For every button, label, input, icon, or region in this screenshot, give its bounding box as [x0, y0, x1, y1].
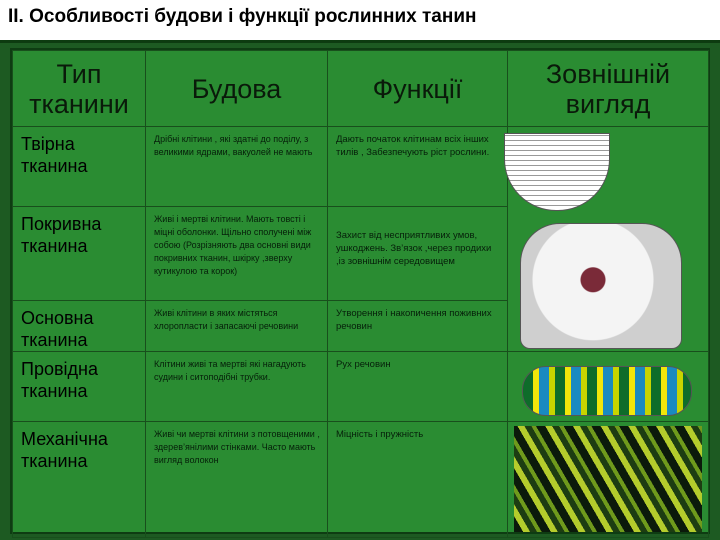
tissue-name-text: Твірна тканина	[21, 134, 88, 176]
structure-text: Живі клітини в яких містяться хлоропласти і запасаючі речовини	[154, 308, 299, 331]
tissue-name	[13, 352, 146, 422]
function-cell	[328, 127, 508, 207]
function-cell	[328, 352, 508, 422]
table-header-row	[13, 51, 709, 127]
function-text: Дають початок клітинам всіх інших тилів , Забезпечують ріст рослини.	[336, 134, 490, 158]
appearance-cell	[508, 352, 709, 422]
tissue-name-text: Механічна тканина	[21, 429, 108, 471]
structure-text: Клітини живі та мертві які нагадують судини і ситоподібні трубки.	[154, 359, 306, 382]
page-title: ІІ. Особливості будови і функції рослинних танин	[8, 6, 477, 27]
structure-cell	[146, 422, 328, 538]
structure-text: Живі чи мертві клітини з потовщеними , здерев’янілими стінками. Часто мають вигляд волокон	[154, 429, 320, 465]
structure-cell	[146, 207, 328, 301]
appearance-cell	[508, 422, 709, 538]
structure-cell	[146, 352, 328, 422]
plant-tissues-table	[12, 50, 709, 538]
tissue-name-text: Покривна тканина	[21, 214, 102, 256]
structure-text: Живі і мертві клітини. Мають товсті і міцні оболонки. Щільно сполучені між собою (Розрізняють два основні види покривних тканин, шкірку ,зверху кутикулою та корок)	[154, 214, 312, 276]
function-text: Утворення і накопичення поживних речовин	[336, 308, 492, 332]
function-cell	[328, 422, 508, 538]
tissue-name	[13, 127, 146, 207]
header-functions: Функції	[328, 51, 508, 127]
title-bar	[0, 0, 720, 40]
function-cell	[328, 207, 508, 301]
vascular-illustration	[522, 366, 692, 416]
header-appearance: Зовнішній вигляд	[508, 51, 709, 127]
structure-text: Дрібні клітини , які здатні до поділу, з великими ядрами, вакуолей не мають	[154, 134, 313, 157]
tissue-name	[13, 422, 146, 538]
function-text: Рух речовин	[336, 359, 391, 370]
function-text: Міцність і пружність	[336, 429, 424, 440]
table-row	[13, 422, 709, 538]
appearance-cell	[508, 127, 709, 352]
header-structure: Будова	[146, 51, 328, 127]
tissue-name-text: Основна тканина	[21, 308, 94, 350]
function-cell	[328, 301, 508, 352]
table-row	[13, 352, 709, 422]
header-type: Тип тканини	[13, 51, 146, 127]
mechanical-tissue-illustration	[514, 426, 702, 532]
table-frame	[10, 48, 710, 534]
structure-cell	[146, 301, 328, 352]
structure-cell	[146, 127, 328, 207]
tissue-name-text: Провідна тканина	[21, 359, 98, 401]
function-text: Захист від несприятливих умов, ушкоджень. Зв’язок ,через продихи ,із зовнішнім середовищем	[336, 230, 492, 267]
epidermis-illustration	[520, 223, 682, 349]
tissue-name	[13, 301, 146, 352]
tissue-name	[13, 207, 146, 301]
meristem-illustration	[504, 133, 610, 211]
title-underline	[0, 40, 720, 43]
table-row	[13, 127, 709, 207]
